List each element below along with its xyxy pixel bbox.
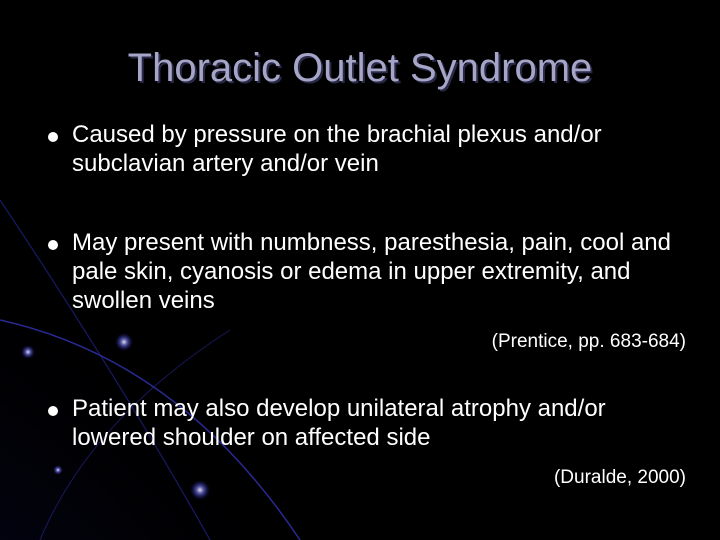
slide-title: Thoracic Outlet Syndrome	[127, 46, 593, 90]
bullet-dot-icon	[48, 240, 58, 250]
bullet-text: May present with numbness, paresthesia, pain, cool and pale skin, cyanosis or edema in upper extremity, and swollen veins	[72, 229, 672, 314]
bullet-dot-icon	[48, 406, 58, 416]
orb-dot	[115, 333, 133, 351]
orb-dot	[53, 465, 63, 475]
citation: (Prentice, pp. 683-684)	[491, 331, 686, 352]
bullet-dot-icon	[48, 132, 58, 142]
orb-dot	[190, 480, 210, 500]
bullet-text: Patient may also develop unilateral atrophy and/or lowered shoulder on affected side	[72, 395, 606, 451]
orb-dot	[21, 345, 35, 359]
bullet-text: Caused by pressure on the brachial plexus and/or subclavian artery and/or vein	[72, 121, 602, 177]
citation: (Duralde, 2000)	[553, 467, 686, 488]
